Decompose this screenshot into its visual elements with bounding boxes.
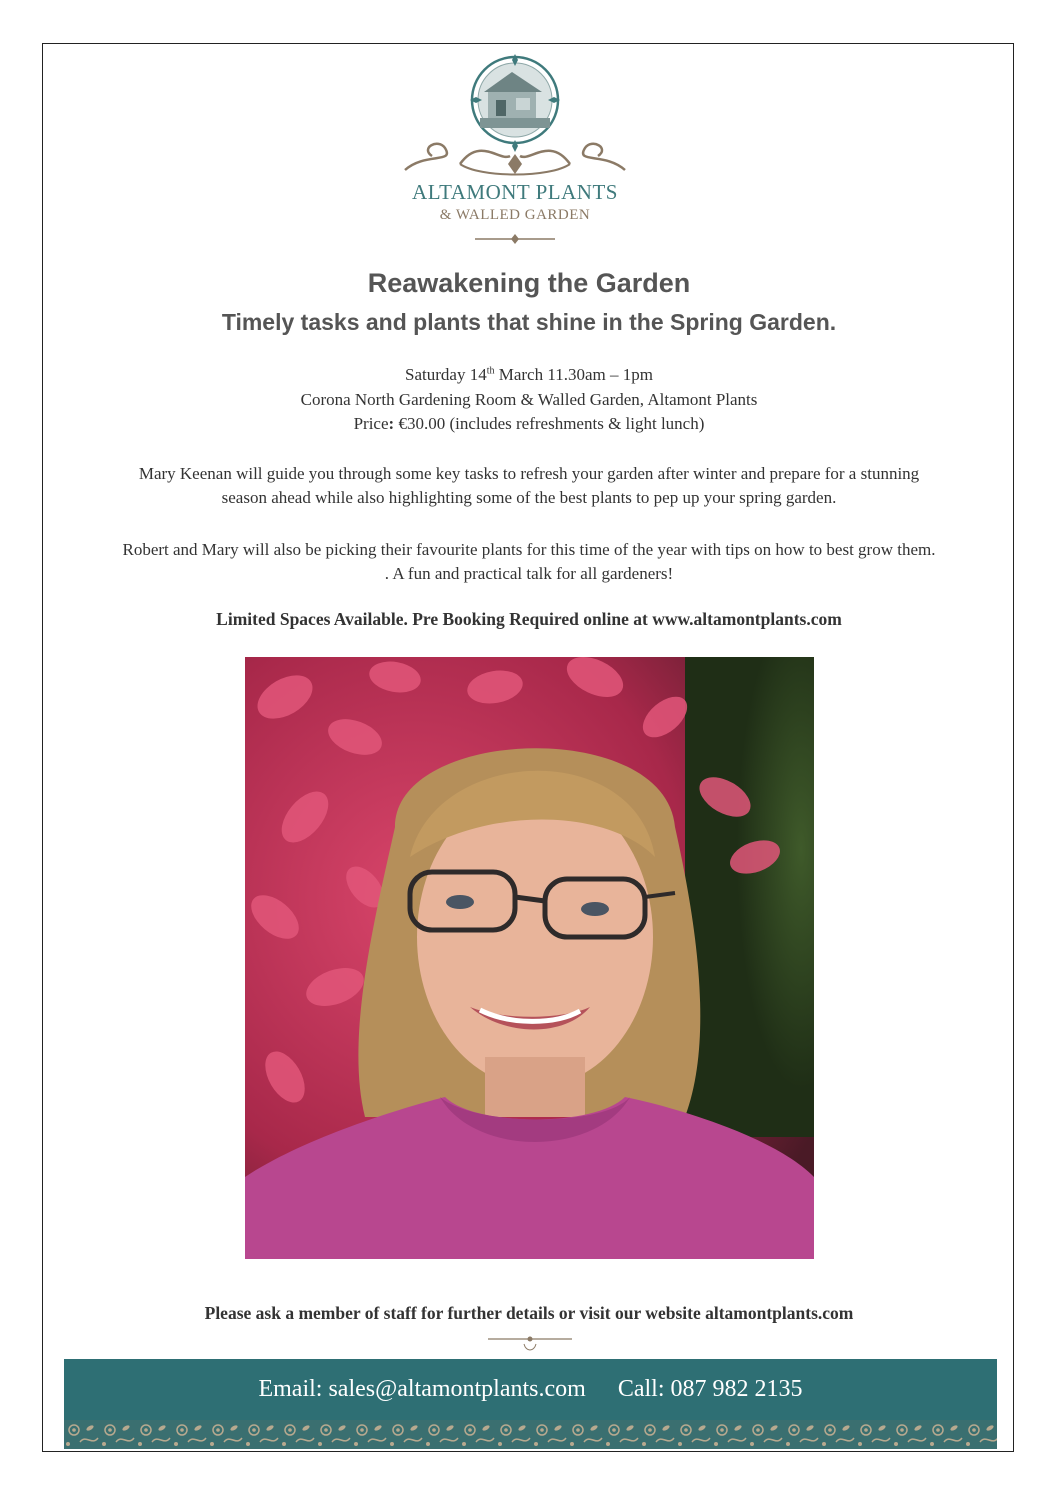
description-line: . A fun and practical talk for all gardeners! (384, 564, 674, 583)
description-line: Mary Keenan will guide you through some key tasks to refresh your garden after winter and prepare for a stunning (138, 464, 920, 483)
event-date (0, 365, 1058, 385)
description-paragraph-1 (0, 462, 1058, 510)
brand-name: ALTAMONT PLANTS (412, 180, 618, 204)
floral-pattern-icon (64, 1420, 997, 1449)
brand-tagline: & WALLED GARDEN (439, 207, 591, 223)
portrait-of-speaker-icon (245, 657, 814, 1259)
price-value: €30.00 (includes refreshments & light lunch) (394, 414, 705, 433)
event-date-suffix: th (486, 365, 495, 377)
description-line: Robert and Mary will also be picking their favourite plants for this time of the year with tips on how to best grow them. (122, 540, 936, 559)
contact-bar (64, 1359, 997, 1420)
floral-pattern-band (64, 1420, 997, 1449)
event-title: Reawakening the Garden (367, 268, 691, 298)
footer-note: Please ask a member of staff for further details or visit our website altamontplants.com (204, 1303, 854, 1323)
event-date-prefix: Saturday 14 (405, 365, 487, 384)
contact-phone[interactable]: Call: 087 982 2135 (617, 1376, 803, 1402)
contact-email[interactable]: Email: sales@altamontplants.com (258, 1376, 586, 1402)
event-location: Corona North Gardening Room & Walled Garden, Altamont Plants (300, 390, 758, 409)
description-line: season ahead while also highlighting some of the best plants to pep up your spring garden. (221, 488, 837, 507)
altamont-logo (400, 52, 630, 250)
price-label: Price (353, 414, 389, 433)
event-price (0, 414, 1058, 434)
speaker-photo (245, 657, 814, 1259)
event-subtitle: Timely tasks and plants that shine in the Spring Garden. (221, 309, 837, 335)
description-paragraph-2 (0, 538, 1058, 586)
price-colon: : (388, 414, 395, 433)
booking-notice: Limited Spaces Available. Pre Booking Required online at www.altamontplants.com (216, 609, 842, 629)
ornament-divider-icon (488, 1330, 572, 1354)
event-date-rest: March 11.30am – 1pm (494, 365, 653, 384)
